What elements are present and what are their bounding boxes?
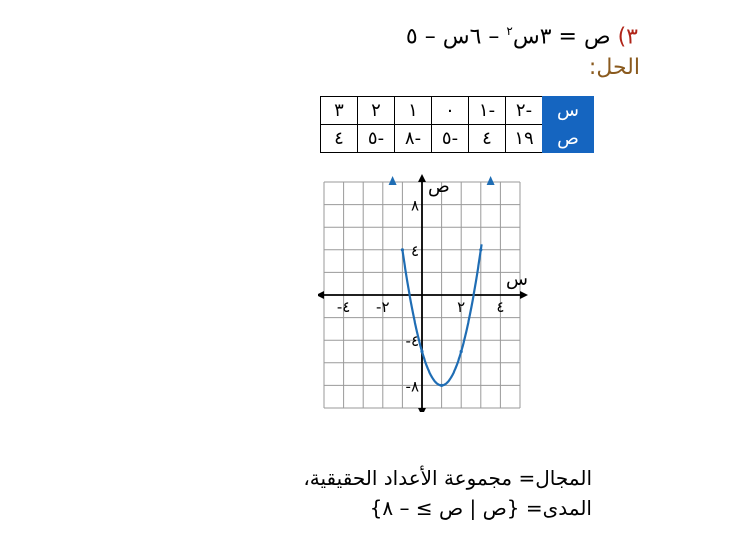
y-header-cell: ص (543, 125, 594, 153)
y-axis-label: ص (428, 176, 450, 197)
x-cell: ٢ (358, 97, 395, 125)
curve-arrow-left (389, 176, 397, 185)
problem-number: ٣) (617, 24, 638, 50)
equation-part-1: ص = ٣س (512, 24, 611, 50)
x-cell: ٠ (432, 97, 469, 125)
x-row (321, 97, 594, 125)
x-header-cell: س (543, 97, 594, 125)
y-tick-label: -٤ (405, 332, 419, 351)
domain-statement: المجال= مجموعة الأعداد الحقيقية، (303, 466, 592, 490)
data-point (440, 384, 443, 387)
equation-part-2: – ٦س – ٥ (405, 24, 507, 50)
problem-equation (406, 24, 638, 49)
y-cell: ٤ (469, 125, 506, 153)
x-tick-label: -٢ (376, 298, 390, 316)
y-cell: ١٩ (506, 125, 543, 153)
x-axis-arrow-right (520, 291, 528, 299)
x-cell: ٣ (321, 97, 358, 125)
data-point (479, 248, 482, 251)
y-axis-arrow-down (418, 408, 426, 412)
data-point (460, 350, 463, 353)
range-statement: المدى= {ص | ص ≥ – ٨} (369, 496, 592, 520)
y-tick-label: ٨ (410, 196, 419, 215)
curve-arrow-right (487, 176, 495, 185)
solution-label: الحل: (588, 55, 640, 80)
x-cell: ١ (395, 97, 432, 125)
x-tick-label: ٢ (457, 298, 466, 316)
y-cell: -٥ (432, 125, 469, 153)
x-axis-label: س (506, 269, 528, 290)
y-tick-label: ٤ (410, 241, 419, 260)
y-cell: ٤ (321, 125, 358, 153)
data-point (401, 248, 404, 251)
x-tick-label: ٤ (496, 298, 505, 316)
y-cell: -٥ (358, 125, 395, 153)
data-point (420, 350, 423, 353)
x-cell: -٢ (506, 97, 543, 125)
y-cell: -٨ (395, 125, 432, 153)
parabola-graph (318, 172, 548, 412)
x-axis-arrow-left (318, 291, 324, 299)
equation-exponent: ٢ (506, 24, 513, 38)
x-tick-label: -٤ (336, 298, 351, 316)
values-table (320, 96, 594, 153)
y-row (321, 125, 594, 153)
y-axis-arrow-up (418, 174, 426, 182)
x-cell: -١ (469, 97, 506, 125)
y-tick-label: -٨ (405, 377, 419, 396)
